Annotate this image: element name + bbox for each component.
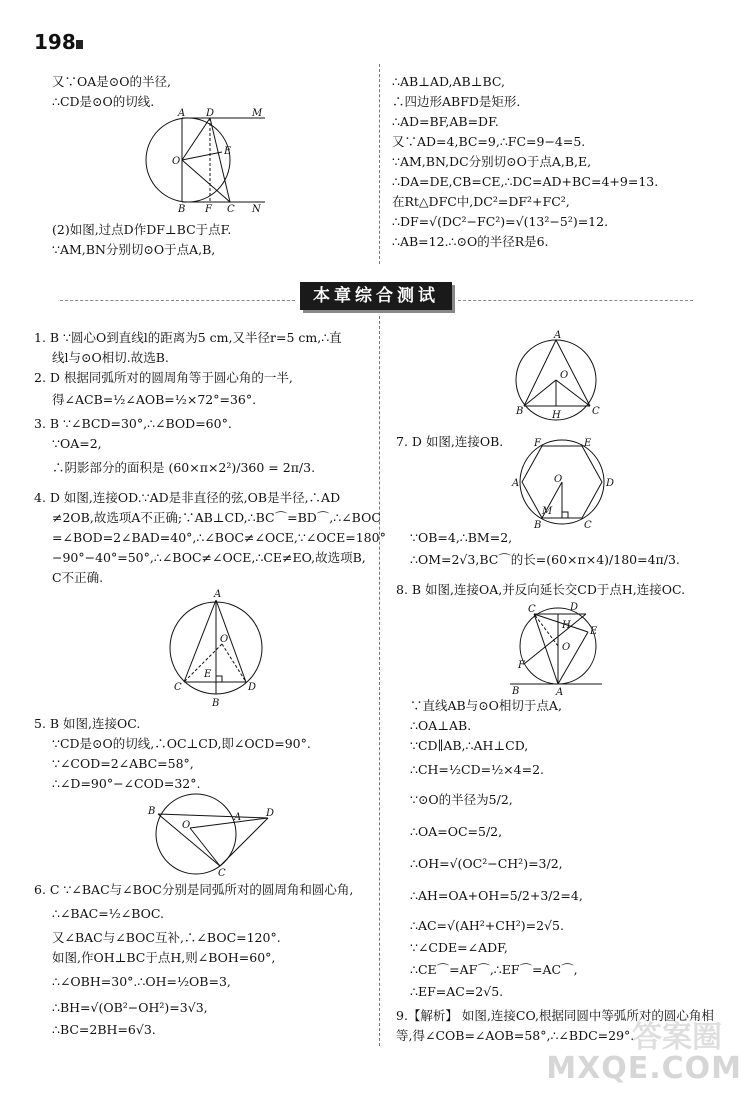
answer-line: ∴OA=OC=5/2, [410, 824, 503, 839]
answer-line: ∵∠COD=2∠ABC=58°, [52, 756, 194, 771]
answer-line: ∴∠OBH=30°.∴OH=½OB=3, [52, 974, 231, 989]
label-A: A [234, 812, 242, 823]
answer-line: 2. D 根据同弧所对的圆周角等于圆心角的一半, [34, 370, 293, 385]
text-line: ∴四边形ABFD是矩形. [392, 94, 521, 109]
label-E: E [584, 438, 592, 449]
answer-line: C不正确. [52, 570, 104, 585]
text-line: ∴AB=12.∴⊙O的半径R是6. [392, 234, 549, 249]
label-O: O [220, 634, 229, 645]
text-line: ∴AD=BF,AB=DF. [392, 114, 499, 129]
label-B: B [212, 698, 220, 709]
label-C: C [174, 682, 182, 693]
answer-line: 6. C ∵∠BAC与∠BOC分别是同弧所对的圆周角和圆心角, [34, 882, 354, 897]
answer-line: ∵⊙O的半径为5/2, [410, 792, 513, 807]
answer-line: 1. B ∵圆心O到直线l的距离为5 cm,又半径r=5 cm,∴直 [34, 330, 342, 345]
label-B: B [516, 406, 524, 417]
answer-line: 3. B ∵∠BCD=30°,∴∠BOD=60°. [34, 416, 232, 431]
label-O: O [554, 474, 563, 485]
title-rule-right [458, 300, 693, 301]
text-line: ∴DA=DE,CB=CE,∴DC=AD+BC=4+9=13. [392, 174, 659, 189]
text-line: ∴DF=√(DC²−FC²)=√(13²−5²)=12. [392, 214, 609, 229]
figure-q5 [140, 792, 280, 878]
answer-line: 如图,作OH⊥BC于点H,则∠BOH=60°, [52, 950, 276, 965]
label-A: A [554, 330, 562, 341]
label-F: F [518, 660, 525, 671]
answer-line: ∵OA=2, [52, 436, 102, 451]
answer-line: 又∠BAC与∠BOC互补,∴∠BOC=120°. [52, 930, 281, 945]
answer-line: ∵CD是⊙O的切线,∴OC⊥CD,即∠OCD=90°. [52, 736, 311, 751]
answer-line: ∴∠BAC=½∠BOC. [52, 906, 165, 921]
label-H: H [562, 620, 571, 631]
answer-line: ∵直线AB与⊙O相切于点A, [410, 698, 562, 713]
label-B: B [512, 686, 520, 696]
label-C: C [218, 868, 226, 878]
label-B: B [534, 520, 542, 528]
figure-q7 [508, 436, 618, 528]
label-M: M [252, 108, 263, 119]
answer-line: 得∠ACB=½∠AOB=½×72°=36°. [52, 392, 257, 407]
text-line: (2)如图,过点D作DF⊥BC于点F. [52, 222, 232, 237]
label-O: O [562, 642, 571, 653]
label-E: E [204, 669, 212, 680]
answer-line: ∴OH=√(OC²−CH²)=3/2, [410, 856, 563, 871]
label-B: B [178, 204, 186, 215]
page-number-mark [76, 40, 83, 49]
answer-line: ∵∠CDE=∠ADF, [410, 940, 508, 955]
answer-line: ∴BH=√(OB²−OH²)=3√3, [52, 1000, 208, 1015]
answer-line: ≠2OB,故选项A不正确;∵AB⊥CD,∴BC⌒=BD⌒,∴∠BOC [52, 510, 381, 525]
label-D: D [248, 682, 257, 693]
label-E: E [224, 146, 232, 157]
answer-line: ∴AH=OA+OH=5/2+3/2=4, [410, 888, 583, 903]
figure-q8 [508, 600, 604, 696]
label-D: D [266, 808, 275, 819]
text-line: ∴AB⊥AD,AB⊥BC, [392, 74, 505, 89]
label-C: C [227, 204, 235, 215]
answer-line: ∴阴影部分的面积是 (60×π×2²)/360 = 2π/3. [52, 460, 316, 475]
answer-line: =∠BOD=2∠BAD=40°,∴∠BOC≠∠OCE,∵∠OCE=180° [52, 530, 386, 545]
text-line: ∴CD是⊙O的切线. [52, 94, 155, 109]
label-O: O [172, 156, 181, 167]
title-rule-left [60, 300, 295, 301]
answer-line: 4. D 如图,连接OD.∵AD是非直径的弦,OB是半径,∴AD [34, 490, 341, 505]
answer-line: 线l与⊙O相切.故选B. [52, 350, 169, 365]
label-C: C [584, 520, 592, 528]
text-line: 又∵AD=4,BC=9,∴FC=9−4=5. [392, 134, 586, 149]
watermark-url: MXQE.COM [546, 1051, 742, 1086]
answer-line: ∴OA⊥AB. [410, 718, 472, 733]
label-M: M [542, 506, 553, 517]
text-line: ∵AM,BN分别切⊙O于点A,B, [52, 242, 216, 257]
answer-line: ∵OB=4,∴BM=2, [410, 530, 513, 545]
label-C: C [528, 604, 536, 615]
text-line: 又∵OA是⊙O的半径, [52, 74, 171, 89]
label-B: B [148, 806, 156, 817]
answer-line: 7. D 如图,连接OB. [396, 434, 504, 449]
label-D: D [206, 108, 215, 119]
answer-line: 8. B 如图,连接OA,并反向延长交CD于点H,连接OC. [396, 582, 686, 597]
watermark-logo: 答案圈 [632, 1020, 722, 1055]
text-line: ∵AM,BN,DC分别切⊙O于点A,B,E, [392, 154, 592, 169]
label-F: F [205, 204, 212, 215]
label-C: C [592, 406, 600, 417]
text-line: 在Rt△DFC中,DC²=DF²+FC², [392, 194, 570, 209]
answer-line: ∴OM=2√3,BC⌒的长=(60×π×4)/180=4π/3. [410, 552, 680, 567]
label-A: A [214, 589, 222, 600]
label-N: N [252, 204, 261, 215]
answer-line: ∵CD∥AB,∴AH⊥CD, [410, 738, 529, 753]
label-H: H [552, 410, 561, 421]
answer-line: ∴EF=AC=2√5. [410, 984, 504, 999]
figure-q4 [168, 586, 268, 710]
column-divider [379, 316, 380, 1046]
label-A: A [178, 108, 186, 119]
page-number: 198 [34, 30, 76, 54]
figure-q6 [510, 330, 606, 430]
label-D: D [570, 602, 579, 613]
answer-line: 9.【解析】 如图,连接CO,根据同圆中等弧所对的圆心角相 [396, 1008, 714, 1023]
label-F: F [534, 438, 541, 449]
label-E: E [590, 626, 598, 637]
label-O: O [182, 820, 191, 831]
answer-line: ∴AC=√(AH²+CH²)=2√5. [410, 918, 564, 933]
answer-line: 5. B 如图,连接OC. [34, 716, 141, 731]
answer-line: 等,得∠COB=∠AOB=58°,∴∠BDC=29°. [396, 1028, 635, 1043]
label-D: D [606, 478, 615, 489]
label-A: A [512, 478, 520, 489]
section-title: 本章综合测试 [300, 282, 452, 310]
figure-tangent-circle [140, 108, 280, 216]
answer-line: ∴∠D=90°−∠COD=32°. [52, 776, 201, 791]
answer-line: −90°−40°=50°,∴∠BOC≠∠OCE,∴CE≠EO,故选项B, [52, 550, 366, 565]
answer-line: ∴CH=½CD=½×4=2. [410, 762, 545, 777]
answer-line: ∴BC=2BH=6√3. [52, 1022, 156, 1037]
answer-line: ∴CE⌒=AF⌒,∴EF⌒=AC⌒, [410, 962, 578, 977]
label-A: A [556, 687, 564, 696]
label-O: O [560, 370, 569, 381]
column-divider [379, 64, 380, 264]
